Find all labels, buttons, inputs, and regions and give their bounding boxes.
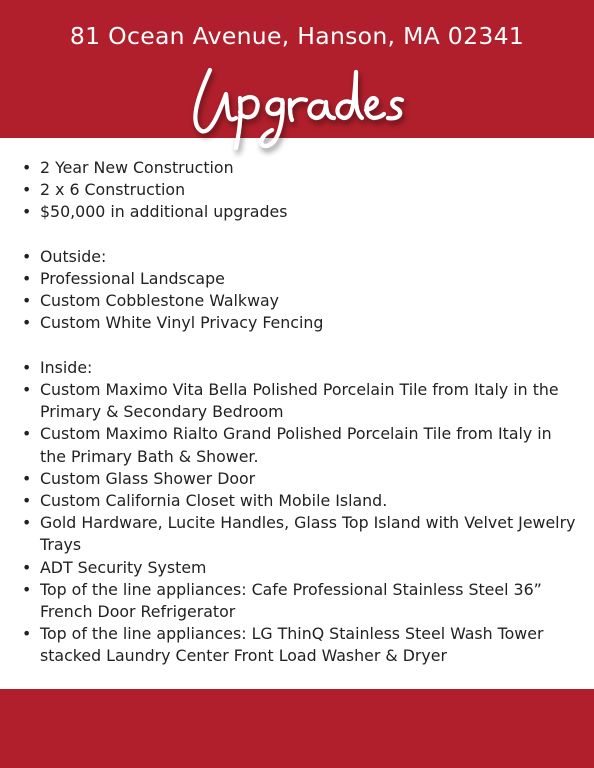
list-item — [22, 201, 578, 223]
bullet-icon: • — [22, 624, 32, 644]
list-item-text: Custom Maximo Vita Bella Polished Porcelain Tile from Italy in the Primary & Secondary Bedroom — [40, 380, 559, 422]
list-item-text: ADT Security System — [40, 557, 207, 577]
list-item-text: Custom White Vinyl Privacy Fencing — [40, 313, 324, 333]
bullet-group — [22, 357, 578, 668]
property-address: 81 Ocean Avenue, Hanson, MA 02341 — [69, 22, 525, 50]
bullet-icon: • — [22, 202, 32, 222]
header-banner — [0, 0, 594, 138]
list-item-text: $50,000 in additional upgrades — [40, 202, 288, 222]
footer-banner — [0, 689, 594, 768]
bullet-group — [22, 246, 578, 335]
bullet-icon: • — [22, 357, 32, 377]
bullet-group — [22, 157, 578, 224]
list-item-text: Gold Hardware, Lucite Handles, Glass Top Island with Velvet Jewelry Trays — [40, 513, 576, 555]
list-item-text: Custom Glass Shower Door — [40, 468, 256, 488]
bullet-icon: • — [22, 158, 32, 177]
list-item — [22, 512, 578, 556]
list-item-text: Professional Landscape — [40, 269, 225, 288]
list-item-text: Custom Maximo Rialto Grand Polished Porcelain Tile from Italy in the Primary Bath & Shower. — [40, 424, 552, 466]
bullet-icon: • — [22, 579, 32, 599]
list-item-text: 2 Year New Construction — [40, 158, 234, 177]
list-item — [22, 557, 578, 579]
list-item — [22, 357, 578, 379]
list-item — [22, 490, 578, 512]
list-item-text: Custom Cobblestone Walkway — [40, 291, 280, 311]
list-item-text: Top of the line appliances: Cafe Professional Stainless Steel 36” French Door Refrigerator — [40, 579, 542, 622]
list-item — [22, 579, 578, 623]
list-item — [22, 423, 578, 467]
list-item — [22, 157, 578, 179]
list-item — [22, 379, 578, 423]
script-title-text: Upgrades — [180, 45, 250, 62]
bullet-icon: • — [22, 269, 32, 288]
bullet-icon: • — [22, 246, 32, 266]
bullet-icon: • — [22, 380, 32, 399]
list-item — [22, 623, 578, 667]
upgrades-list — [22, 157, 578, 690]
list-item — [22, 246, 578, 268]
bullet-icon: • — [22, 468, 32, 488]
script-title-upgrades — [180, 45, 420, 154]
bullet-icon: • — [22, 557, 32, 577]
list-item-text: Top of the line appliances: LG ThinQ Stainless Steel Wash Tower stacked Laundry Center Front Load Washer & Dryer — [40, 624, 544, 666]
list-item — [22, 268, 578, 290]
bullet-icon: • — [22, 180, 32, 200]
list-item — [22, 290, 578, 312]
bullet-icon: • — [22, 491, 32, 511]
bullet-icon: • — [22, 513, 32, 533]
list-item — [22, 312, 578, 334]
bullet-icon: • — [22, 313, 32, 333]
bullet-icon: • — [22, 291, 32, 311]
list-item-text: 2 x 6 Construction — [40, 180, 186, 200]
list-item-text: Outside: — [40, 246, 107, 266]
list-item-text: Custom California Closet with Mobile Island. — [40, 491, 388, 511]
list-item — [22, 179, 578, 201]
bullet-icon: • — [22, 424, 32, 444]
list-item-text: Inside: — [40, 357, 93, 377]
list-item — [22, 468, 578, 490]
